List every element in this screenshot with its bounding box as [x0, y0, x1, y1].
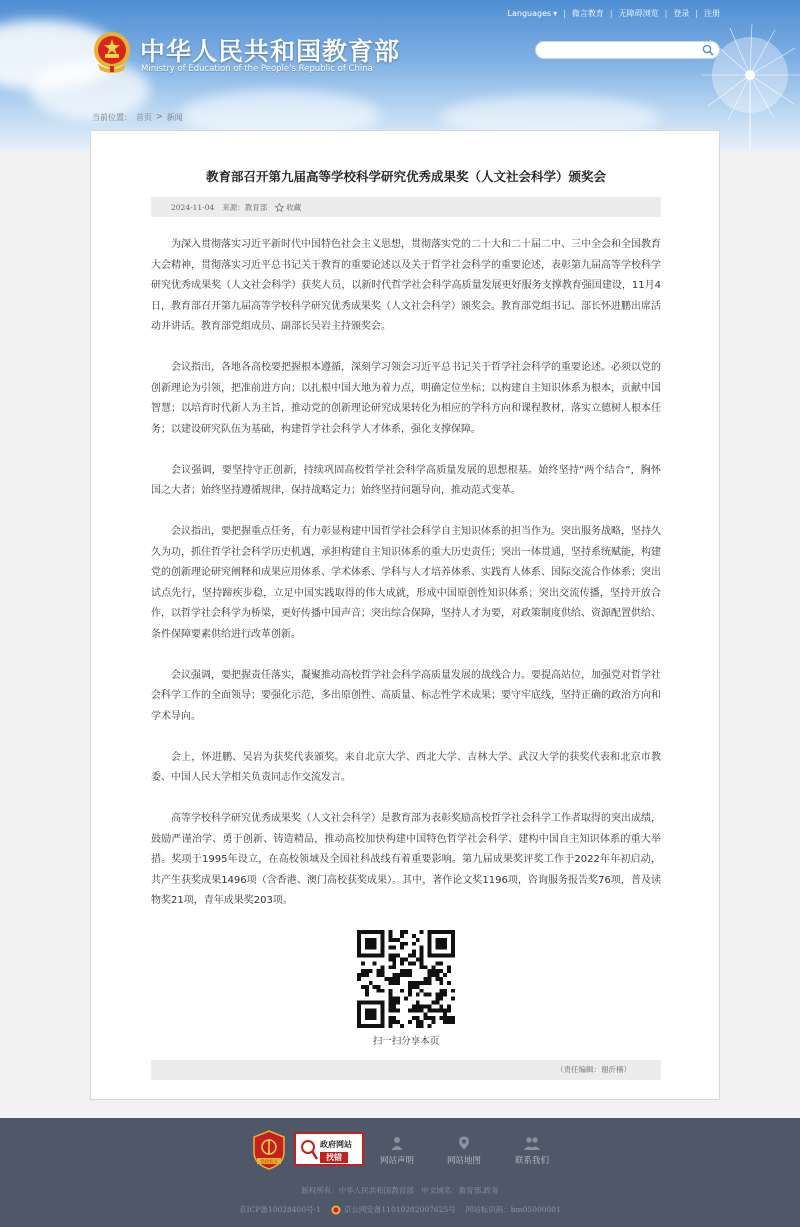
record-info: [0, 1204, 800, 1215]
article-meta-bar: [151, 197, 661, 217]
paragraph: 会议指出，各地各高校要把握根本遵循，深刻学习领会习近平总书记关于哲学社会科学的重要论述。必须以党的创新理论为引领，把准前进方向；以扎根中国大地为着力点，明确定位坐标；以构建自主知识体系为根本，贡献中国智慧；以培育时代新人为主旨，推动党的创新理论研究成果转化为相应的学科方向和课程教材，落实立德树人根本任务；以建设研究队伍为基础，构建哲学社会科学人才体系，强化支撑保障。: [151, 362, 661, 435]
star-icon: [275, 203, 284, 212]
breadcrumb-current[interactable]: 新闻: [166, 113, 183, 122]
responsible-editor: （责任编辑：谢沂楠）: [556, 1065, 631, 1074]
login-link[interactable]: 登录: [673, 9, 690, 18]
register-link[interactable]: 注册: [704, 9, 720, 18]
weibo-link[interactable]: 微言教育: [571, 9, 604, 18]
people-icon: [524, 1136, 540, 1150]
article-body: [151, 235, 661, 932]
chevron-down-icon: ▾: [553, 9, 558, 18]
paragraph: 会议强调，要坚持守正创新，持续巩固高校哲学社会科学高质量发展的思想根基。始终坚持“两个结合”，胸怀国之大者；始终坚持遵循规律，保持战略定力；始终坚持问题导向，推动范式变革。: [151, 464, 661, 496]
breadcrumb-label: 当前位置：: [92, 113, 132, 122]
editor-bar: [151, 1060, 661, 1080]
icp-link[interactable]: 京ICP备10028400号-1: [239, 1205, 321, 1214]
breadcrumb: [92, 112, 183, 123]
paragraph: 会上，怀进鹏、吴岩为获奖代表颁奖。来自北京大学、西北大学、吉林大学、武汉大学的获奖代表和北京市教委、中国人民大学相关负责同志作交流发言。: [151, 751, 661, 783]
site-map-label: 网站地图: [446, 1156, 481, 1166]
search-box: [535, 41, 720, 59]
top-nav: Languages ▾ | 微言教育 | 无障碍浏览 | 登录 | 注册: [507, 9, 720, 18]
site-statement-label: 网站声明: [379, 1156, 414, 1166]
article-panel: [90, 130, 720, 1100]
qr-caption: 扫一扫分享本页: [372, 1036, 440, 1047]
breadcrumb-separator: >: [156, 112, 163, 121]
contact-us-label: 联系我们: [514, 1156, 549, 1166]
languages-label: Languages: [507, 9, 552, 18]
search-input[interactable]: [544, 46, 704, 62]
paragraph: 为深入贯彻落实习近平新时代中国特色社会主义思想，贯彻落实党的二十大和二十届二中、三中全会和全国教育大会精神，贯彻落实习近平总书记关于教育的重要论述以及关于哲学社会科学的重要论述，表彰第九届高等学校科学研究优秀成果奖（人文社会科学）获奖人员，以新时代哲学社会科学高质量发展更好服务支撑教育强国建设，11月4日，教育部召开第九届高等学校科学研究优秀成果奖（人文社会科学）颁奖会。教育部党组书记、部长怀进鹏出席活动并讲话。教育部党组成员、副部长吴岩主持颁奖会。: [151, 239, 661, 332]
search-icon[interactable]: [702, 44, 714, 56]
site-id: 网站标识码：bm05000001: [465, 1205, 561, 1214]
paragraph: 会议指出，要把握重点任务，有力彰显构建中国哲学社会科学自主知识体系的担当作为。突出服务战略，坚持久久为功，抓住哲学社会科学历史机遇，承担构建自主知识体系的重大历史责任；突出一体贯通，坚持系统赋能，构建党的创新理论研究阐释和成果应用体系、学术体系、学科与人才培养体系、实践育人体系、国际交流合作体系；突出试点先行，坚持蹄疾步稳，立足中国实践取得的伟大成就，形成中国原创性知识体系；突出交流传播，坚持开放合作，以哲学社会科学为桥梁，更好传播中国声音；突出综合保障，坚持人才为要，对政策制度供给、资源配置供给、条件保障要素供给进行改革创新。: [151, 526, 661, 640]
gongan-label: 京公网安备11010202007625号: [343, 1205, 456, 1214]
party-government-badge-icon[interactable]: [252, 1130, 286, 1170]
site-map-link[interactable]: [434, 1136, 494, 1166]
cloud-decoration: [30, 60, 150, 120]
site-footer: [0, 1118, 800, 1227]
national-emblem-icon[interactable]: [92, 30, 132, 74]
site-header: [0, 0, 800, 150]
languages-dropdown[interactable]: [508, 9, 558, 18]
site-statement-link[interactable]: [367, 1136, 427, 1166]
badge2-action: 找错: [320, 1152, 348, 1163]
site-subtitle: Ministry of Education of the People's Republic of China: [141, 64, 373, 74]
badge2-title: 政府网站: [320, 1140, 352, 1149]
gov-site-error-report-badge[interactable]: [294, 1132, 364, 1166]
contact-us-link[interactable]: [502, 1136, 562, 1166]
gongan-link[interactable]: [331, 1204, 456, 1215]
favorite-label: 收藏: [286, 202, 302, 212]
badge1-text: 党政机关: [260, 1160, 278, 1165]
breadcrumb-home-link[interactable]: 首页: [136, 113, 152, 122]
site-title[interactable]: 中华人民共和国教育部: [140, 37, 401, 66]
favorite-button[interactable]: [275, 202, 301, 213]
qr-code: [357, 930, 455, 1028]
copyright-text: 版权所有：中华人民共和国教育部 中文域名：教育部.政务: [301, 1186, 499, 1195]
location-pin-icon: [458, 1136, 470, 1150]
magnifier-icon: [300, 1139, 318, 1161]
person-icon: [391, 1136, 403, 1150]
article-title: 教育部召开第九届高等学校科学研究优秀成果奖（人文社会科学）颁奖会: [205, 169, 606, 184]
article-source: 来源：教育部: [222, 202, 268, 212]
article-date: 2024-11-04: [171, 202, 215, 212]
accessible-browse-link[interactable]: 无障碍浏览: [618, 9, 659, 18]
paragraph: 会议强调，要把握责任落实，凝聚推动高校哲学社会科学高质量发展的战线合力。要提高站位，加强党对哲学社会科学工作的全面领导；要强化示范，多出原创性、高质量、标志性学术成果；要守牢底线，坚持正确的政治方向和学术导向。: [151, 669, 661, 722]
police-emblem-icon: [331, 1205, 341, 1215]
paragraph: 高等学校科学研究优秀成果奖（人文社会科学）是教育部为表彰奖励高校哲学社会科学工作者取得的突出成绩，鼓励严谨治学、勇于创新、铸造精品，推动高校加快构建中国特色哲学社会科学、建构中国自主知识体系的重大举措。奖项于1995年设立，在高校领域及全国社科战线有着重要影响。第九届成果奖评奖工作于2022年年初启动，共产生获奖成果1496项（含香港、澳门高校获奖成果）。其中，著作论文奖1196项，咨询服务报告奖76项，普及读物奖21项，青年成果奖203项。: [151, 813, 661, 906]
